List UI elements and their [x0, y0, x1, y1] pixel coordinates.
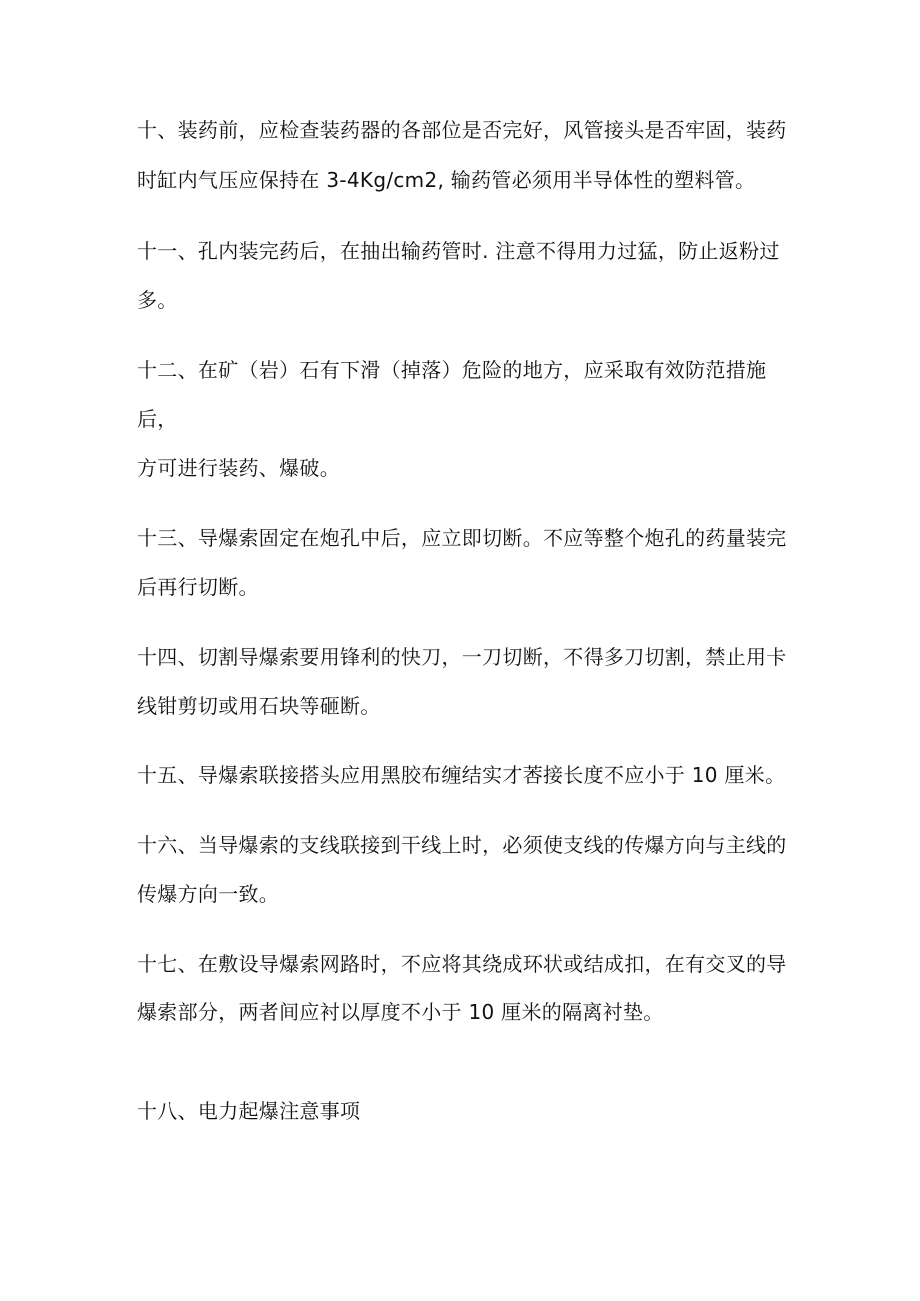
text-line-item-10b: 时缸内气压应保持在 3-4Kg/cm2, 输药管必须用半导体性的塑料管。 — [137, 168, 756, 192]
text-line-item-15: 十五、导爆索联接搭头应用黑胶布缠结实才莕接长度不应小于 10 厘米。 — [137, 763, 786, 787]
text-line-item-13a: 十三、导爆索固定在炮孔中后，应立即切断。不应等整个炮孔的药量装完 — [137, 526, 787, 550]
text-line-item-13b: 后再行切断。 — [137, 575, 259, 599]
text-line-item-12c: 方可进行装药、爆破。 — [137, 456, 340, 480]
text-line-item-14a: 十四、切割导爆索要用锋利的快刀，一刀切断，不得多刀切割，禁止用卡 — [137, 645, 787, 669]
text-line-item-16a: 十六、当导爆索的支线联接到干线上时，必须使支线的传爆方向与主线的 — [137, 833, 787, 857]
text-line-item-12a: 十二、在矿（岩）石有下滑（掉落）危险的地方，应采取有效防范措施 — [137, 358, 767, 382]
text-line-item-14b: 线钳剪切或用石块等砸断。 — [137, 694, 381, 718]
text-line-item-17b: 爆索部分，两者间应衬以厚度不小于 10 厘米的隔离衬垫。 — [137, 1000, 664, 1024]
text-line-item-17a: 十七、在敷设导爆索网路时，不应将其绕成环状或结成扣，在有交叉的导 — [137, 952, 787, 976]
text-line-item-10a: 十、装药前，应检查装药器的各部位是否完好，风管接头是否牢固，装药 — [137, 118, 787, 142]
text-line-item-18: 十八、电力起爆注意事项 — [137, 1099, 361, 1123]
text-line-item-11a: 十一、孔内装完药后，在抽出输药管时. 注意不得用力过猛，防止返粉过 — [137, 239, 780, 263]
text-line-item-16b: 传爆方向一致。 — [137, 882, 280, 906]
text-line-item-12b: 后， — [137, 407, 178, 431]
text-line-item-11b: 多。 — [137, 288, 178, 312]
